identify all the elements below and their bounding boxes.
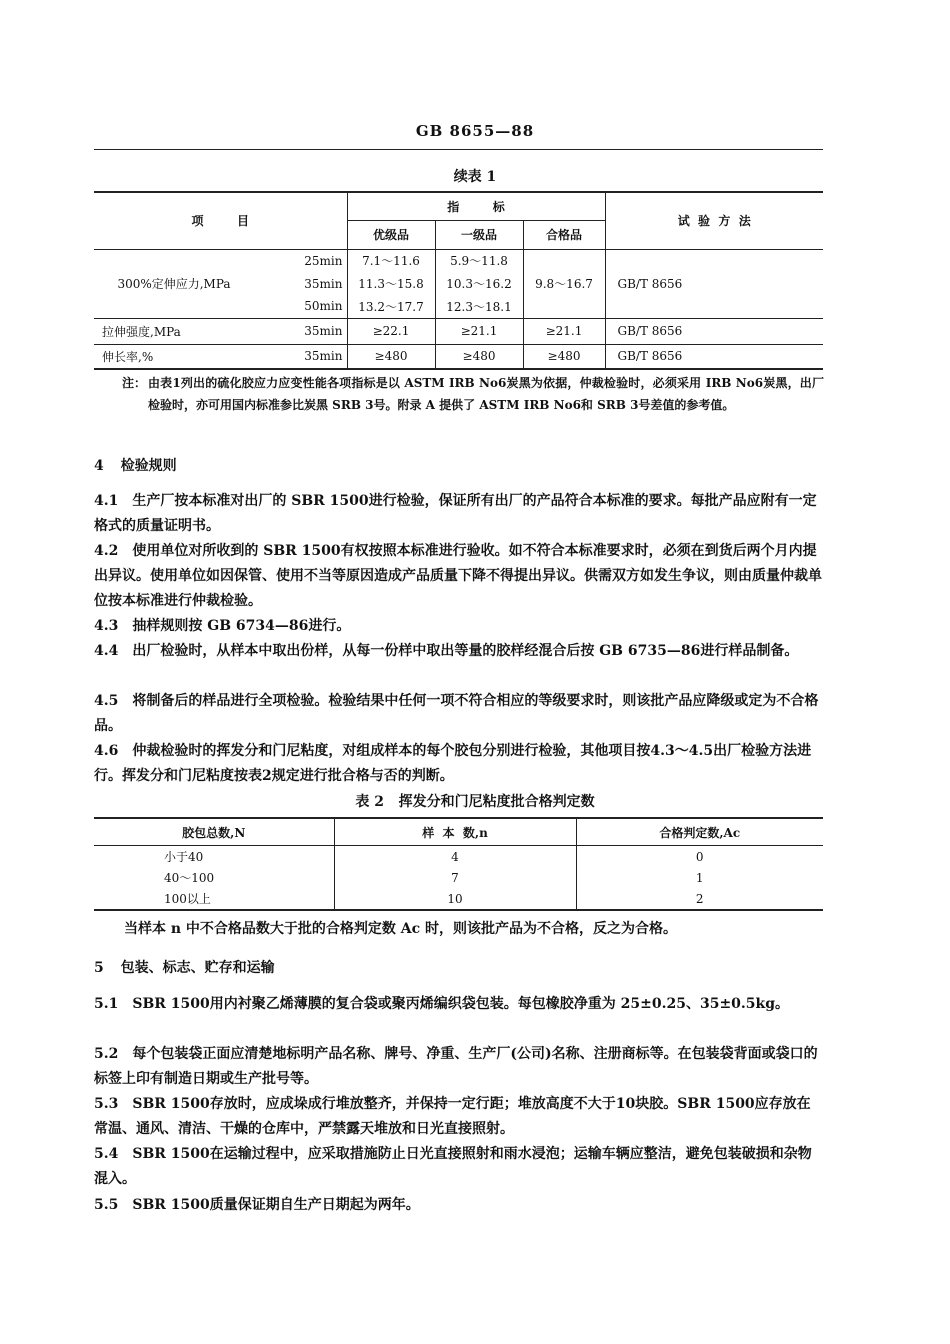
clause-number: 4.3	[94, 618, 119, 634]
section-title: 包装、标志、贮存和运输	[120, 960, 275, 976]
clause-number: 4.1	[94, 493, 119, 509]
cell-item: 300%定伸应力,MPa	[94, 249, 254, 318]
cell-method: GB/T 8656	[605, 318, 823, 344]
standard-number: GB 8655—88	[415, 122, 535, 140]
clause-number: 5.5	[94, 1197, 119, 1213]
cell-time: 35min	[254, 318, 347, 344]
clause-text: 使用单位对所收到的 SBR 1500有权按照本标准进行验收。如不符合本标准要求时，必须在到货后两个月内提出异议。使用单位如因保管、使用不当等原因造成产品质量下降不得提出异议。供需双方如发生争议，则由质量仲裁单位按本标准进行仲裁检验。	[94, 543, 822, 609]
cell-qualified: 9.8～16.7	[523, 272, 605, 295]
th-item: 项 目	[94, 192, 347, 249]
section-title: 检验规则	[120, 458, 177, 474]
clause-number: 4.2	[94, 543, 119, 559]
cell-total: 100以上	[94, 888, 334, 910]
table-row	[94, 318, 823, 344]
cell-ac: 1	[576, 867, 823, 888]
cell-superior: 11.3～15.8	[347, 272, 435, 295]
cell-time: 35min	[254, 344, 347, 369]
cell-method: GB/T 8656	[605, 344, 823, 369]
cell-qualified	[523, 249, 605, 272]
cell-method	[605, 295, 823, 318]
th-ac: 合格判定数,Ac	[576, 818, 823, 846]
paragraph-4-3	[94, 614, 823, 639]
section4-heading	[94, 455, 177, 475]
cell-qualified: ≥21.1	[523, 318, 605, 344]
clause-number: 4.6	[94, 743, 119, 759]
th-first: 一级品	[435, 220, 523, 249]
cell-superior: 13.2～17.7	[347, 295, 435, 318]
cell-superior: ≥480	[347, 344, 435, 369]
paragraph-5-5	[94, 1193, 823, 1218]
paragraph-5-4	[94, 1142, 823, 1192]
paragraph-4-6	[94, 739, 823, 789]
clause-number: 4.5	[94, 693, 119, 709]
paragraph-5-2	[94, 1042, 823, 1092]
clause-number: 5.1	[94, 996, 119, 1012]
cell-superior: ≥22.1	[347, 318, 435, 344]
cell-first: ≥480	[435, 344, 523, 369]
cell-sample: 4	[334, 846, 576, 868]
th-indicator: 指 标	[347, 192, 605, 220]
table1-caption: 续表 1	[453, 169, 497, 185]
table-row	[94, 867, 823, 888]
clause-text: SBR 1500存放时，应成垛成行堆放整齐，并保持一定行距；堆放高度不大于10块胶。SBR 1500应存放在常温、通风、清洁、干燥的仓库中，严禁露天堆放和日光直接照射。	[94, 1096, 811, 1137]
th-superior: 优级品	[347, 220, 435, 249]
cell-first: 5.9～11.8	[435, 249, 523, 272]
cell-sample: 7	[334, 867, 576, 888]
header-rule	[94, 149, 823, 150]
clause-text: SBR 1500在运输过程中，应采取措施防止日光直接照射和雨水浸泡；运输车辆应整洁，避免包装破损和杂物混入。	[94, 1146, 812, 1187]
section-number: 4	[94, 458, 104, 474]
note-label: 注：	[122, 376, 147, 390]
section5-heading	[94, 957, 275, 977]
cell-sample: 10	[334, 888, 576, 910]
paragraph-4-1	[94, 489, 823, 539]
clause-number: 5.4	[94, 1146, 119, 1162]
cell-ac: 0	[576, 846, 823, 868]
cell-item: 拉伸强度,MPa	[94, 318, 254, 344]
cell-qualified: ≥480	[523, 344, 605, 369]
clause-text: SBR 1500质量保证期自生产日期起为两年。	[132, 1197, 420, 1213]
cell-time: 50min	[254, 295, 347, 318]
paragraph-4-5	[94, 689, 823, 739]
cell-superior: 7.1～11.6	[347, 249, 435, 272]
table-row	[94, 249, 823, 272]
cell-first: ≥21.1	[435, 318, 523, 344]
clause-number: 4.4	[94, 643, 119, 659]
cell-first: 10.3～16.2	[435, 272, 523, 295]
paragraph-5-3	[94, 1092, 823, 1142]
cell-time: 35min	[304, 276, 343, 291]
cell-method: GB/T 8656	[605, 272, 823, 295]
cell-ac: 2	[576, 888, 823, 910]
clause-text: 抽样规则按 GB 6734—86进行。	[132, 618, 351, 634]
clause-text: 出厂检验时，从样本中取出份样，从每一份样中取出等量的胶样经混合后按 GB 6735—86进行样品制备。	[132, 643, 799, 659]
cell-total: 小于40	[164, 850, 204, 864]
cell-first: 12.3～18.1	[435, 295, 523, 318]
th-total: 胶包总数,N	[94, 818, 334, 846]
table2	[94, 817, 823, 911]
table2-conclusion: 当样本 n 中不合格品数大于批的合格判定数 Ac 时，则该批产品为不合格，反之为合格。	[124, 921, 678, 937]
th-method: 试 验 方 法	[605, 192, 823, 249]
table-row	[94, 344, 823, 369]
table-row	[94, 846, 823, 868]
paragraph-4-4	[94, 639, 823, 664]
clause-text: 生产厂按本标准对出厂的 SBR 1500进行检验，保证所有出厂的产品符合本标准的要求。每批产品应附有一定格式的质量证明书。	[94, 493, 817, 534]
note-text: 由表1列出的硫化胶应力应变性能各项指标是以 ASTM IRB No6炭黑为依据，仲裁检验时，必须采用 IRB No6炭黑，出厂检验时，亦可用国内标准参比炭黑 SRB 3号。附录 A 提供了 ASTM IRB No6和 SRB 3号差值的参考值。	[148, 376, 824, 412]
clause-number: 5.2	[94, 1046, 119, 1062]
cell-time: 25min	[304, 253, 343, 268]
table-row	[94, 888, 823, 910]
paragraph-5-1	[94, 992, 823, 1017]
clause-text: 将制备后的样品进行全项检验。检验结果中任何一项不符合相应的等级要求时，则该批产品应降级或定为不合格品。	[94, 693, 819, 734]
table1	[94, 191, 823, 370]
section-number: 5	[94, 960, 104, 976]
cell-qualified	[523, 295, 605, 318]
clause-number: 5.3	[94, 1096, 119, 1112]
th-qualified: 合格品	[523, 220, 605, 249]
th-sample: 样 本 数,n	[334, 818, 576, 846]
table2-caption: 表 2 挥发分和门尼粘度批合格判定数	[355, 794, 595, 810]
cell-method	[605, 249, 823, 272]
clause-text: 每个包装袋正面应清楚地标明产品名称、牌号、净重、生产厂(公司)名称、注册商标等。在包装袋背面或袋口的标签上印有制造日期或生产批号等。	[94, 1046, 818, 1087]
cell-item: 伸长率,%	[94, 344, 254, 369]
paragraph-4-2	[94, 539, 823, 614]
cell-total: 40～100	[164, 871, 215, 885]
clause-text: 仲裁检验时的挥发分和门尼粘度，对组成样本的每个胶包分别进行检验，其他项目按4.3～4.5出厂检验方法进行。挥发分和门尼粘度按表2规定进行批合格与否的判断。	[94, 743, 812, 784]
clause-text: SBR 1500用内衬聚乙烯薄膜的复合袋或聚丙烯编织袋包装。每包橡胶净重为 25±0.25、35±0.5kg。	[132, 996, 790, 1012]
